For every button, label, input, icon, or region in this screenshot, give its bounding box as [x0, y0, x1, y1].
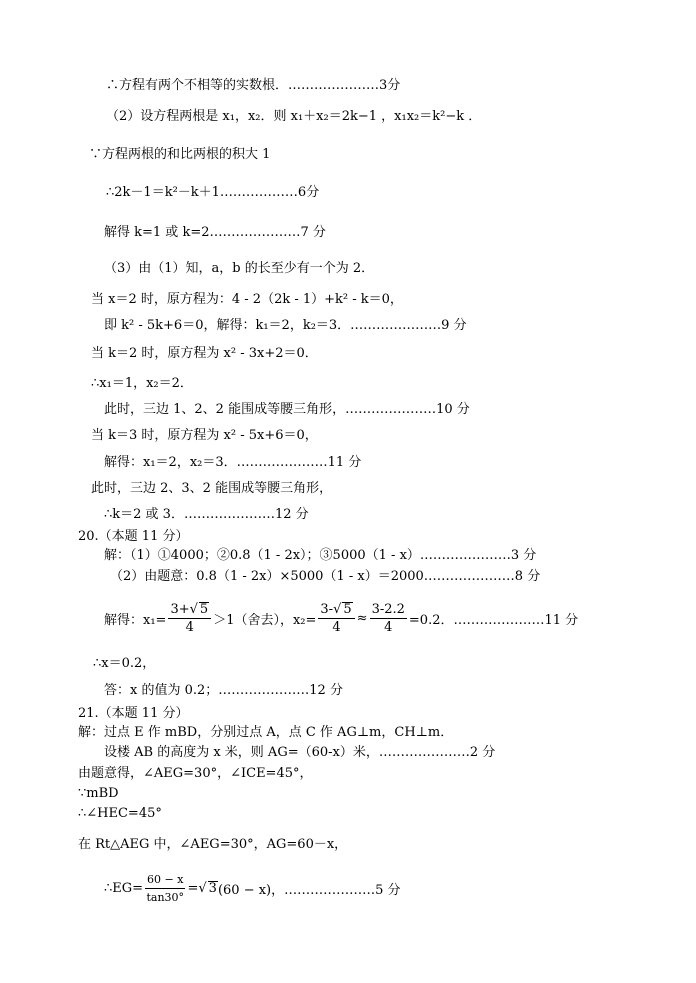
frac2-den: 4 — [332, 619, 341, 635]
question-21-heading: 21.（本题 11 分） — [78, 706, 189, 721]
text-line-20: 答：x 的值为 0.2；…………………12 分 — [104, 683, 343, 698]
text-line-22: 解：过点 E 作 mBD，分别过点 A，点 C 作 AG⊥m，CH⊥m． — [78, 725, 454, 740]
frac2-num-root: 5 — [343, 601, 352, 617]
eg-prefix: ∴EG= — [104, 880, 144, 896]
text-line-19: ∴x＝0.2， — [93, 656, 156, 671]
solve-suffix: =0.2．…………………11 分 — [408, 612, 579, 628]
solve-mid: ＞1（舍去），x₂= — [213, 612, 317, 628]
text-line-17: 解：（1）①4000；②0.8（1 - 2x）；③5000（1 - x）…………………3 分 — [104, 548, 537, 563]
fraction-approx — [370, 602, 407, 635]
sqrt-sign-2: √ — [333, 601, 342, 617]
text-line-4: ∴2k－1＝k²－k＋1………………6分 — [106, 185, 320, 200]
eg-suffix: (60 − x)，…………………5 分 — [217, 882, 401, 898]
text-line-13: 解得：x₁＝2，x₂＝3．…………………11 分 — [104, 455, 362, 470]
eg-root: 3 — [208, 880, 217, 896]
fraction-root-2 — [318, 602, 354, 635]
sqrt-sign-3: √ — [198, 880, 207, 896]
text-line-9: 当 k＝2 时，原方程为 x² - 3x+2＝0． — [91, 346, 318, 361]
frac2-num-a: 3- — [320, 601, 334, 617]
text-line-11: 此时，三边 1、2、2 能围成等腰三角形，…………………10 分 — [104, 402, 470, 417]
text-line-26: ∴∠HEC=45° — [78, 806, 162, 821]
eg-frac-den: tan30° — [146, 890, 185, 904]
frac3-num: 3-2.2 — [371, 601, 405, 617]
text-line-7: 当 x＝2 时，原方程为：4 - 2（2k - 1）+k² - k＝0， — [91, 292, 403, 307]
text-line-1: ∴方程有两个不相等的实数根．…………………3分 — [106, 78, 401, 93]
text-line-3: ∵方程两根的和比两根的积大 1 — [89, 147, 271, 162]
text-line-10: ∴x₁＝1，x₂＝2． — [91, 376, 193, 391]
text-line-6: （3）由（1）知，a，b 的长至少有一个为 2． — [104, 261, 375, 276]
fraction-root-1 — [168, 602, 211, 635]
text-line-5: 解得 k=1 或 k=2…………………7 分 — [104, 225, 326, 240]
approx-sign: ≈ — [356, 610, 368, 626]
text-line-24: 由题意得，∠AEG=30°，∠ICE=45°， — [78, 766, 313, 781]
text-line-12: 当 k＝3 时，原方程为 x² - 5x+6＝0， — [91, 428, 318, 443]
frac1-den: 4 — [185, 619, 194, 635]
text-line-8: 即 k² - 5k+6＝0，解得：k₁＝2，k₂＝3．…………………9 分 — [104, 318, 467, 333]
text-line-18: （2）由题意：0.8（1 - 2x）×5000（1 - x）＝2000…………………8 分 — [110, 569, 541, 584]
text-line-2: （2）设方程两根是 x₁，x₂．则 x₁＋x₂＝2k−1 ，x₁x₂＝k²−k ． — [106, 109, 482, 124]
text-line-27: 在 Rt△AEG 中，∠AEG=30°，AG=60－x， — [78, 837, 348, 852]
eg-equation-line — [104, 868, 401, 908]
eg-frac-num: 60 − x — [145, 872, 185, 889]
fraction-tan — [145, 872, 185, 905]
frac3-den: 4 — [384, 619, 393, 635]
solve-prefix: 解得：x₁= — [104, 612, 167, 628]
solve-equation-line — [104, 596, 578, 640]
eg-eq: = — [187, 880, 199, 896]
text-line-15: ∴k＝2 或 3．…………………12 分 — [104, 507, 309, 522]
question-20-heading: 20.（本题 11 分） — [78, 529, 189, 544]
frac1-num-a: 3+ — [170, 601, 190, 617]
sqrt-sign-1: √ — [189, 601, 198, 617]
text-line-23: 设楼 AB 的高度为 x 米，则 AG=（60-x）米，…………………2 分 — [104, 745, 496, 760]
frac1-num-root: 5 — [199, 601, 209, 617]
text-line-25: ∵mBD — [78, 786, 119, 801]
text-line-14: 此时，三边 2、3、2 能围成等腰三角形， — [91, 481, 333, 496]
